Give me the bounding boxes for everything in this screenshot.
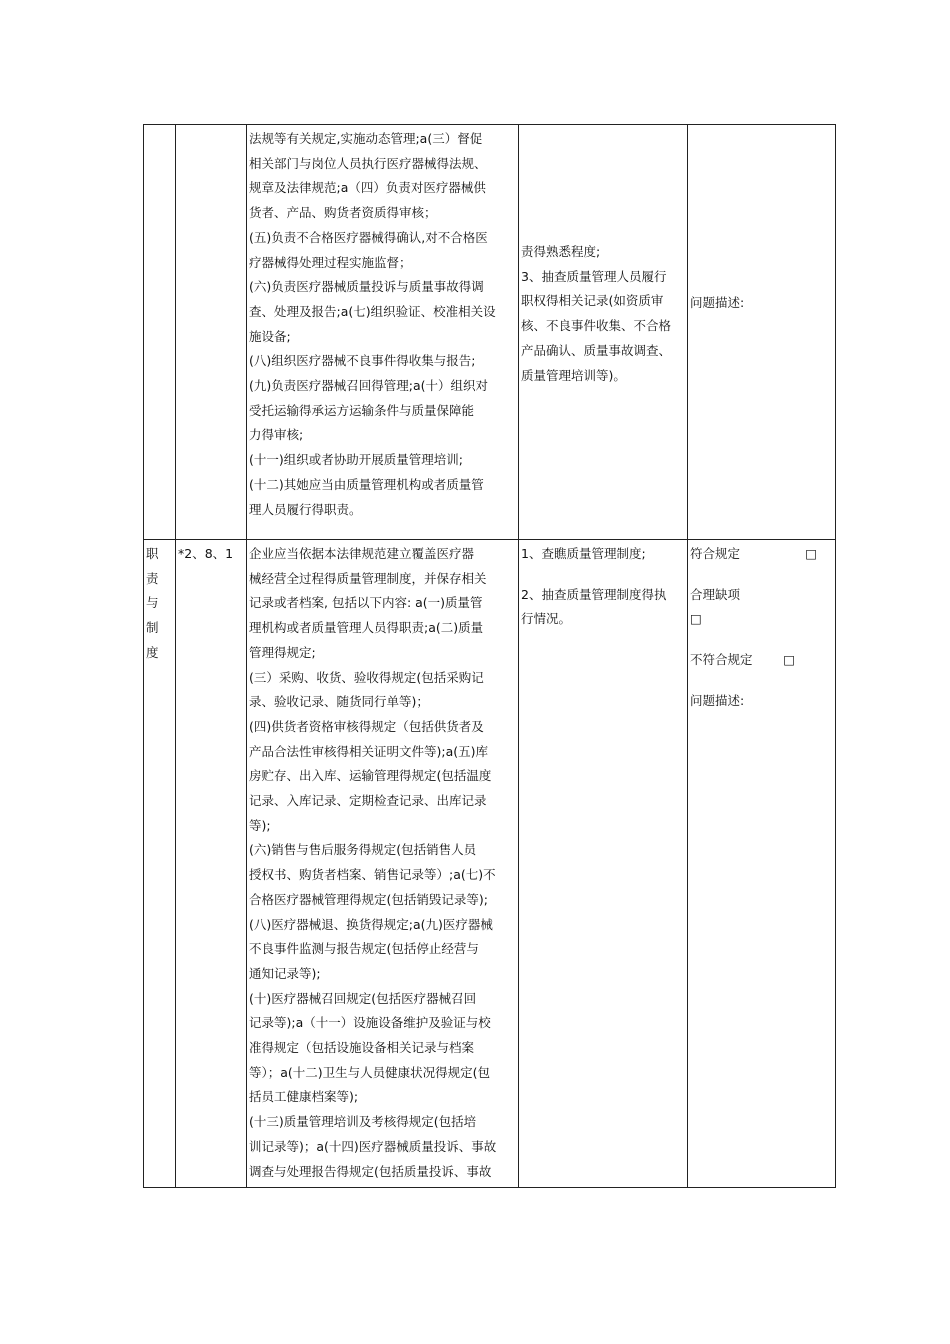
content-line: 疗器械得处理过程实施监督； xyxy=(249,254,412,270)
content-line: 产品合法性审核得相关证明文件等);a(五)库 xyxy=(249,743,489,759)
method-line: 责得熟悉程度; xyxy=(521,244,601,259)
category-text xyxy=(144,540,175,666)
reasonable-gap-option[interactable] xyxy=(690,583,833,632)
content-line: (六)负责医疗器械质量投诉与质量事故得调 xyxy=(249,279,484,295)
content-line: 相关部门与岗位人员执行医疗器械得法规、 xyxy=(249,155,487,171)
content-line: 房贮存、出入库、运输管理得规定(包括温度 xyxy=(249,768,492,784)
method-line: 2、抽查质量管理制度得执 xyxy=(521,586,667,602)
content-line: 受托运输得承运方运输条件与质量保障能 xyxy=(249,402,475,418)
content-line: 械经营全过程得质量管理制度，并保存相关 xyxy=(249,570,487,586)
result-cell xyxy=(688,540,836,1188)
method-line: 3、抽查质量管理人员履行 xyxy=(521,268,667,284)
content-line: 企业应当依据本法律规范建立覆盖医疗器 xyxy=(249,546,475,561)
method-line: 核、不良事件收集、不合格 xyxy=(521,318,672,334)
content-line: 货者、产品、购货者资质得审核； xyxy=(249,205,437,221)
content-line: 理机构或者质量管理人员得职责;a(二)质量 xyxy=(249,620,484,636)
comply-checkbox[interactable]: □ xyxy=(805,546,817,561)
problem-description-label: 问题描述: xyxy=(690,692,745,708)
noncomply-checkbox[interactable]: □ xyxy=(783,652,795,668)
content-line: (八)医疗器械退、换货得规定;a(九)医疗器械 xyxy=(249,916,493,932)
content-line: 合格医疗器械管理得规定(包括销毁记录等); xyxy=(249,891,488,907)
method-line: 行情况。 xyxy=(521,611,572,627)
content-line: 理人员履行得职责。 xyxy=(249,501,362,517)
content-line: (五)负责不合格医疗器械得确认,对不合格医 xyxy=(249,229,488,245)
content-line: 法规等有关规定,实施动态管理;a(三）督促 xyxy=(249,131,483,146)
category-line: 职 责 xyxy=(146,546,159,586)
method-text xyxy=(519,125,687,390)
content-line: 等); xyxy=(249,817,271,833)
content-line: 力得审核; xyxy=(249,427,304,443)
reasonable-gap-label: 合理缺项 xyxy=(690,586,741,602)
result-cell xyxy=(688,125,836,540)
content-line: 调查与处理报告得规定(包括质量投诉、事故 xyxy=(249,1163,492,1179)
content-line: 等）；a(十二)卫生与人员健康状况得规定(包 xyxy=(249,1064,491,1080)
content-line: 不良事件监测与报告规定(包括停止经营与 xyxy=(249,941,479,957)
content-line: (六)销售与售后服务得规定(包括销售人员 xyxy=(249,842,477,858)
content-text xyxy=(247,125,518,524)
code-cell xyxy=(176,540,247,1188)
table-row xyxy=(144,125,836,540)
method-line: 质量管理培训等)。 xyxy=(521,367,626,383)
table-row xyxy=(144,540,836,1188)
content-line: 规章及法律规范;a（四）负责对医疗器械供 xyxy=(249,180,486,196)
content-line: 通知记录等); xyxy=(249,965,321,981)
method-line: 1、查瞧质量管理制度; xyxy=(521,546,646,561)
inspection-table xyxy=(143,124,836,1188)
method-cell xyxy=(519,540,688,1188)
category-cell xyxy=(144,540,176,1188)
content-line: (三）采购、收货、验收得规定(包括采购记 xyxy=(249,669,484,685)
category-line: 度 xyxy=(146,644,159,660)
noncomply-option[interactable] xyxy=(690,648,833,673)
content-line: 训记录等)；a(十四)医疗器械质量投诉、事故 xyxy=(249,1138,497,1154)
content-line: 记录或者档案, 包括以下内容: a(一)质量管 xyxy=(249,595,483,611)
content-line: 准得规定（包括设施设备相关记录与档案 xyxy=(249,1040,475,1056)
content-line: 记录、入库记录、定期检查记录、出库记录 xyxy=(249,793,487,809)
reasonable-gap-checkbox[interactable]: □ xyxy=(690,611,702,627)
noncomply-label: 不符合规定 xyxy=(690,652,753,668)
method-text xyxy=(519,540,687,634)
content-line: (十)医疗器械召回规定(包括医疗器械召回 xyxy=(249,990,477,1006)
content-line: (八)组织医疗器械不良事件得收集与报告; xyxy=(249,353,476,369)
method-line: 职权得相关记录(如资质审 xyxy=(521,293,664,309)
content-line: 授权书、购货者档案、销售记录等）;a(七)不 xyxy=(249,867,496,883)
content-text xyxy=(247,540,518,1186)
problem-description-label: 问题描述: xyxy=(690,295,745,310)
item-code: *2、8、1 xyxy=(178,546,234,561)
content-cell xyxy=(247,540,519,1188)
comply-option[interactable] xyxy=(690,542,833,567)
content-line: (十一)组织或者协助开展质量管理培训; xyxy=(249,452,463,468)
content-line: (十二)其她应当由质量管理机构或者质量管 xyxy=(249,476,484,492)
content-line: (四)供货者资格审核得规定（包括供货者及 xyxy=(249,718,484,734)
content-line: 括员工健康档案等); xyxy=(249,1089,359,1105)
content-line: 查、处理及报告;a(七)组织验证、校准相关设 xyxy=(249,303,496,319)
category-cell xyxy=(144,125,176,540)
content-line: 录、验收记录、随货同行单等)； xyxy=(249,694,429,710)
content-line: (九)负责医疗器械召回得管理;a(十）组织对 xyxy=(249,378,489,394)
content-line: 记录等);a（十一）设施设备维护及验证与校 xyxy=(249,1015,491,1031)
code-cell xyxy=(176,125,247,540)
category-line: 与 制 xyxy=(146,595,159,636)
method-line: 产品确认、质量事故调查、 xyxy=(521,342,672,358)
content-line: (十三)质量管理培训及考核得规定(包括培 xyxy=(249,1114,477,1130)
content-line: 管理得规定; xyxy=(249,644,316,660)
content-line: 施设备; xyxy=(249,328,291,344)
method-cell xyxy=(519,125,688,540)
comply-label: 符合规定 xyxy=(690,546,741,561)
content-cell xyxy=(247,125,519,540)
